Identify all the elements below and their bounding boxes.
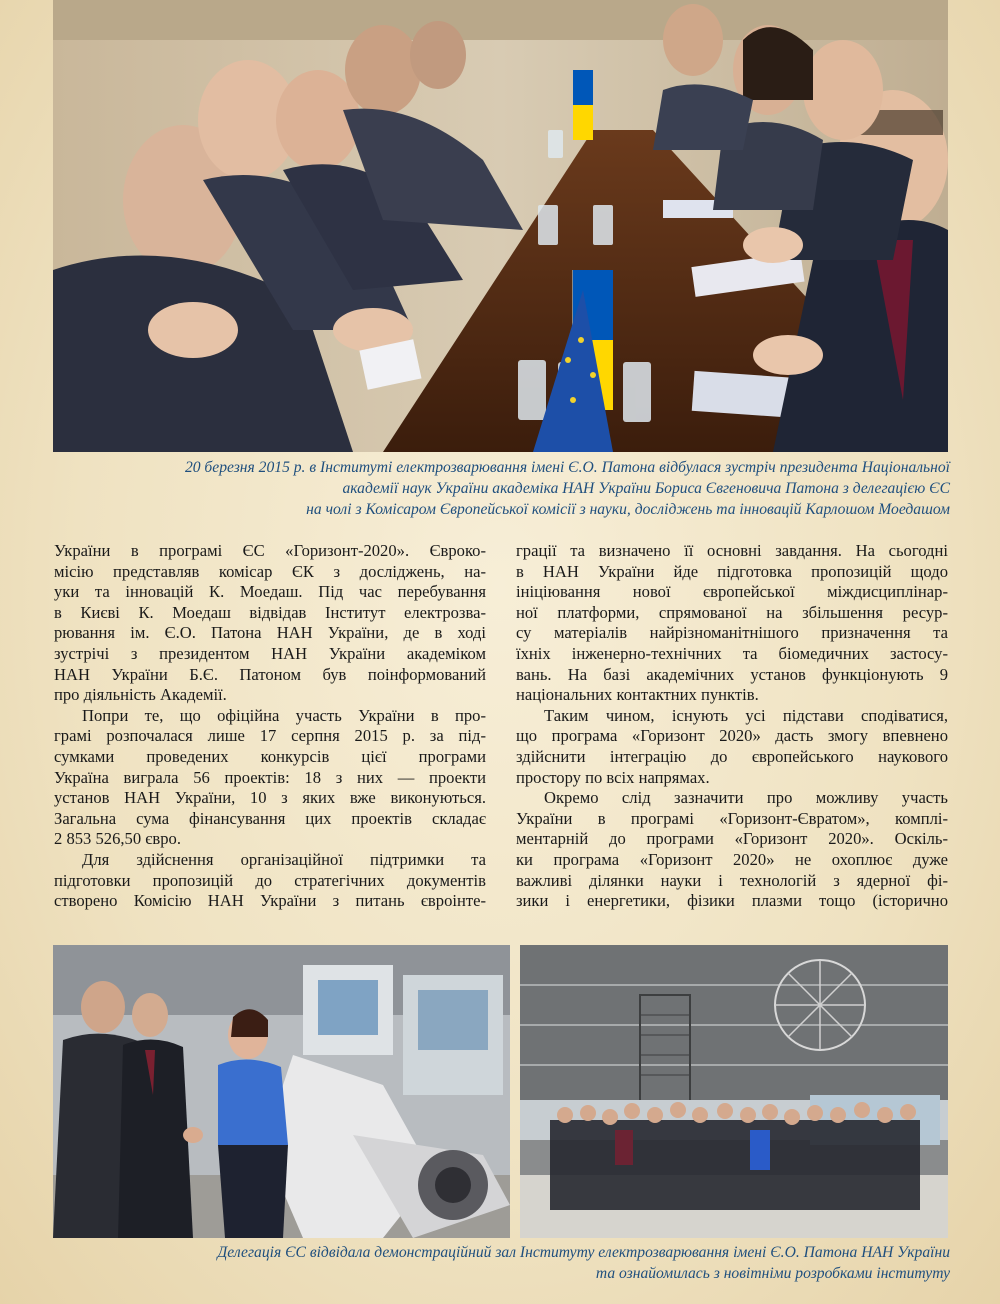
text-line: здійснити інтеграцію до європейського наукового <box>516 746 948 766</box>
exhibition-visit-photo <box>53 945 510 1238</box>
text-line: ки програма «Горизонт 2020» не охоплює дуже <box>516 849 948 869</box>
text-line: грамі розпочалася лише 17 серпня 2015 р. за під- <box>54 726 486 746</box>
paragraph <box>54 541 486 706</box>
paragraph <box>54 706 486 850</box>
text-line: сумками проведених конкурсів цієї програми <box>54 746 486 766</box>
text-line: місію представляв комісар ЄК з досліджень, на- <box>54 561 486 581</box>
text-line: в Києві К. Моедаш відвідав Інститут електрозва- <box>54 602 486 622</box>
text-line: про діяльність Академії. <box>54 685 227 705</box>
text-line: підготовки пропозицій до стратегічних документів <box>54 870 486 890</box>
text-column-left <box>54 541 486 912</box>
caption-line: та ознайомилась з новітніми розробками інституту <box>595 1265 950 1282</box>
caption-line: Делегація ЄС відвідала демонстраційний зал Інституту електрозварювання імені Є.О. Патона НАН України <box>217 1244 950 1261</box>
text-line: зики і енергетики, фізики плазми тощо (історично <box>516 891 948 911</box>
caption-line: академії наук України академіка НАН України Бориса Євгеновича Патона з делегацією ЄС <box>342 480 950 497</box>
text-line: Для здійснення організаційної підтримки та <box>82 849 486 869</box>
text-line: зустрічі з президентом НАН України академіком <box>54 643 486 663</box>
paragraph <box>516 788 948 912</box>
text-column-right <box>516 541 948 912</box>
text-line: су матеріалів найрізноманітнішого призначення та <box>516 623 948 643</box>
text-line: грації та визначено її основні завдання. На сьогодні <box>516 541 948 560</box>
text-line: важливі ділянки науки і технологій з ядерної фі- <box>516 870 948 890</box>
text-line: їхніх інженерно-технічних та біомедичних застосу- <box>516 643 948 663</box>
top-photo-caption <box>40 457 950 520</box>
text-line: рювання ім. Є.О. Патона НАН України, де в ході <box>54 623 486 643</box>
paragraph <box>516 541 948 706</box>
text-line: ініціювання нової європейської міждисциплінар- <box>516 582 948 602</box>
paragraph <box>516 706 948 788</box>
bottom-photo-caption <box>40 1242 950 1284</box>
text-line: Таким чином, існують усі підстави сподіватися, <box>544 705 948 725</box>
caption-line: на чолі з Комісаром Європейської комісії з науки, досліджень та інновацій Карлошом Моедашом <box>306 501 950 518</box>
text-line: простору по всіх напрямах. <box>516 767 710 787</box>
text-line: національних контактних пунктів. <box>516 685 759 705</box>
text-line: НАН України Б.Є. Патоном був поінформований <box>54 664 486 684</box>
paragraph <box>54 850 486 912</box>
text-line: Попри те, що офіційна участь України в про- <box>82 705 486 725</box>
text-line: що програма «Горизонт 2020» дасть змогу впевнено <box>516 726 948 746</box>
text-line: створено Комісію НАН України з питань євроінте- <box>54 891 486 911</box>
text-line: України в програмі «Горизонт-Євратом», комплі- <box>516 808 948 828</box>
meeting-photo <box>53 0 948 452</box>
text-line: ної платформи, спрямованої на збільшення ресур- <box>516 602 948 622</box>
text-line: Україна виграла 56 проектів: 18 з них — проекти <box>54 767 486 787</box>
text-line: Загальна сума фінансування цих проектів складає <box>54 808 486 828</box>
text-line: уки та інновацій К. Моедаш. Під час перебування <box>54 582 486 602</box>
text-line: вань. На базі академічних установ функціонують 9 <box>516 664 948 684</box>
group-photo <box>520 945 948 1238</box>
text-line: України в програмі ЄС «Горизонт-2020». Єврoко- <box>54 541 486 560</box>
text-line: в НАН України йде підготовка пропозицій щодо <box>516 561 948 581</box>
text-line: ментарній до програми «Горизонт 2020». Оскіль- <box>516 829 948 849</box>
text-line: Окремо слід зазначити про можливу участь <box>544 788 948 808</box>
text-line: 2 853 526,50 євро. <box>54 829 181 849</box>
caption-line: 20 березня 2015 р. в Інституті електрозварювання імені Є.О. Патона відбулася зустріч президента Національної <box>184 459 950 476</box>
text-line: установ НАН України, 10 з яких вже виконуються. <box>54 788 486 808</box>
